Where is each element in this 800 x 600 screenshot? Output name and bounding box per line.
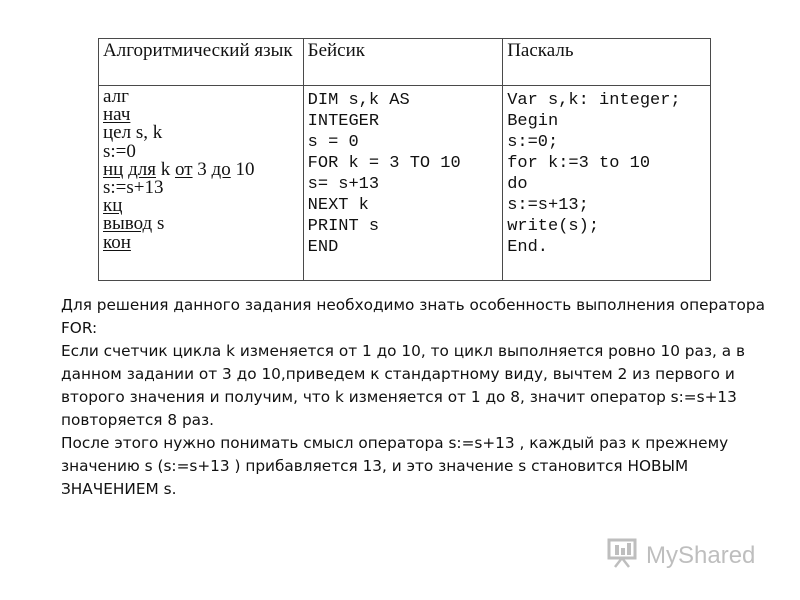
alg-line bbox=[103, 231, 299, 253]
alg-keyword-kc: кц bbox=[103, 195, 123, 217]
alg-line bbox=[103, 88, 299, 106]
basic-line: PRINT s bbox=[307, 217, 380, 236]
pascal-line: s:=s+13; bbox=[507, 196, 589, 215]
program-comparison-table bbox=[98, 38, 711, 281]
basic-code-cell bbox=[303, 86, 503, 281]
alg-keyword-nc: нц bbox=[103, 158, 124, 180]
pascal-code-cell bbox=[503, 86, 711, 281]
table-header-row bbox=[99, 39, 711, 86]
basic-line: s = 0 bbox=[307, 133, 359, 152]
pascal-line: End. bbox=[507, 238, 549, 257]
alg-declaration: цел s, k bbox=[103, 122, 163, 144]
presentation-board-icon bbox=[606, 536, 640, 575]
alg-keyword-kon: кон bbox=[103, 231, 131, 253]
alg-keyword-do: до bbox=[211, 158, 231, 180]
basic-line: FOR k = 3 TO 10 bbox=[307, 154, 461, 173]
alg-loop-var: k bbox=[160, 158, 171, 180]
basic-line: DIM s,k AS bbox=[307, 91, 410, 110]
pascal-line: Var s,k: integer; bbox=[507, 91, 681, 110]
alg-line bbox=[103, 215, 299, 233]
explanation-text bbox=[61, 294, 781, 501]
table-code-row bbox=[99, 86, 711, 281]
alg-line bbox=[103, 179, 299, 197]
alg-keyword-ot: от bbox=[174, 158, 193, 180]
myshared-watermark bbox=[606, 536, 755, 575]
basic-line: END bbox=[307, 238, 339, 257]
basic-line: s= s+13 bbox=[307, 175, 380, 194]
basic-line: NEXT k bbox=[307, 196, 369, 215]
alg-loop-body: s:=s+13 bbox=[103, 177, 164, 199]
alg-output-var: s bbox=[156, 213, 165, 235]
alg-loop-end: 10 bbox=[235, 158, 255, 180]
alg-keyword-nach: нач bbox=[103, 104, 131, 126]
explanation-paragraph-meaning: После этого нужно понимать смысл оператора s:=s+13 , каждый раз к прежнему значению s (s:=s+13 ) прибавляется 13, и это значение s становится НОВЫМ ЗНАЧЕНИЕМ s. bbox=[61, 434, 729, 498]
pascal-line: Begin bbox=[507, 112, 559, 131]
header-pascal: Паскаль bbox=[503, 39, 711, 86]
watermark-text: MyShared bbox=[646, 541, 756, 569]
explanation-paragraph-loop: Если счетчик цикла k изменяется от 1 до 10, то цикл выполняется ровно 10 раз, а в данном задании от 3 до 10,приведем к стандартному виду, вычтем 2 из первого и второго значения и получим, что k изменяется от 1 до 8, значит оператор s:=s+13 повторяется 8 раз. bbox=[61, 342, 745, 429]
alg-keyword-dlya: для bbox=[128, 158, 156, 180]
alg-loop-start: 3 bbox=[197, 158, 207, 180]
pascal-line: do bbox=[507, 175, 528, 194]
pascal-line: s:=0; bbox=[507, 133, 559, 152]
pascal-line: write(s); bbox=[507, 217, 600, 236]
pascal-line: for k:=3 to 10 bbox=[507, 154, 651, 173]
alg-assignment: s:=0 bbox=[103, 140, 136, 162]
algorithmic-code-cell bbox=[99, 86, 304, 281]
header-basic: Бейсик bbox=[303, 39, 503, 86]
header-algorithmic-language: Алгоритмический язык bbox=[99, 39, 304, 86]
explanation-paragraph-intro: Для решения данного задания необходимо знать особенность выполнения оператора FOR: bbox=[61, 296, 765, 337]
alg-keyword-vyvod: вывод bbox=[103, 213, 153, 235]
basic-line: INTEGER bbox=[307, 112, 380, 131]
alg-keyword-alg: алг bbox=[103, 86, 129, 107]
